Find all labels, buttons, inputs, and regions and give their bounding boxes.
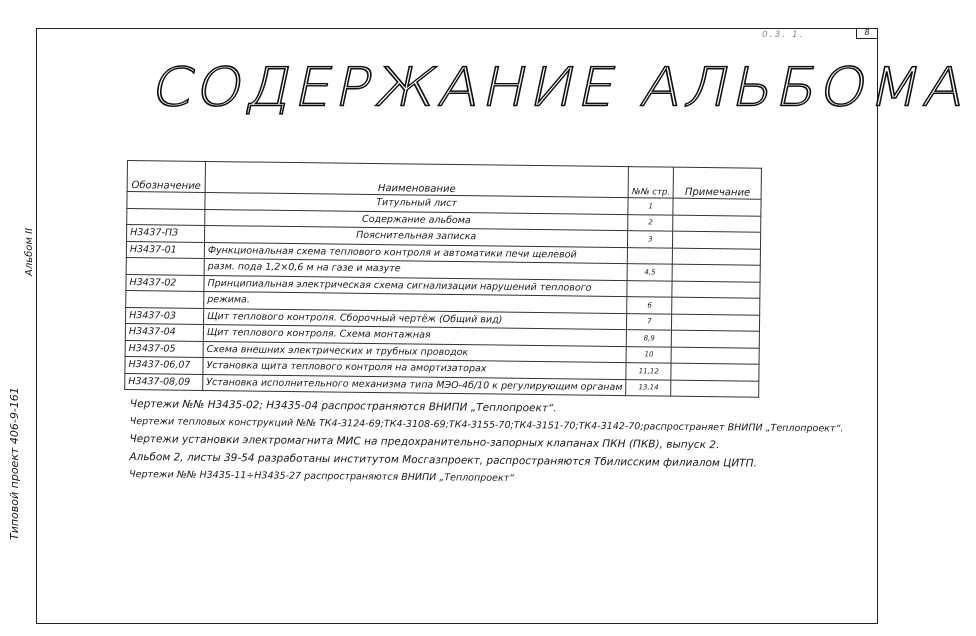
note-line: Альбом 2, листы 39-54 разработаны институтом Мосгазпроект, распространяются Тбилисским филиалом ЦИТП.	[129, 450, 757, 470]
sheet-mark: 0.3. 1.	[762, 30, 805, 40]
row-code	[127, 192, 205, 209]
row-page: 2	[628, 214, 673, 231]
notes-block	[129, 398, 844, 493]
side-project-label: Типовой проект 406-9-161	[8, 387, 21, 540]
side-album-label: Альбом II	[24, 227, 35, 276]
row-page: 6	[627, 297, 672, 314]
row-code: Н3437-06,07	[125, 356, 203, 373]
row-note	[671, 363, 759, 381]
header-name: Наименование	[205, 161, 629, 197]
row-code	[127, 208, 205, 225]
row-name: режима.	[204, 291, 627, 313]
row-name: Установка щита теплового контроля на амортизаторах	[203, 357, 626, 379]
row-note	[672, 330, 760, 348]
note-line: Чертежи №№ Н3435-02; Н3435-04 распространяются ВНИПИ „Теплопроект“.	[129, 398, 557, 415]
row-code	[126, 290, 204, 307]
row-page: 11,12	[626, 363, 671, 380]
sheet-number: 8	[856, 28, 877, 39]
contents-table	[124, 160, 762, 398]
row-page: 1	[628, 198, 673, 215]
page-title: СОДЕРЖАНИЕ АЛЬБОМА	[146, 56, 976, 119]
row-name: Принципиальная электрическая схема сигнализации нарушений теплового	[204, 275, 627, 297]
row-name: разм. пода 1,2×0,6 м на газе и мазуте	[204, 258, 627, 280]
row-note	[671, 380, 759, 398]
row-page: 7	[627, 313, 672, 330]
row-note	[673, 231, 761, 249]
row-name: Установка исполнительного механизма типа МЭО-4б/10 к регулирующим органам	[203, 374, 626, 396]
row-note	[673, 248, 761, 266]
row-page	[628, 247, 673, 264]
row-note	[673, 215, 761, 233]
row-name: Содержание альбома	[205, 209, 628, 231]
row-page: 4,5	[627, 264, 672, 281]
row-code: Н3437-04	[125, 323, 203, 340]
row-page	[627, 280, 672, 297]
row-name: Пояснительная записка	[205, 225, 628, 247]
row-code: Н3437-08,09	[125, 373, 203, 390]
row-page: 13,14	[626, 379, 671, 396]
row-code: Н3437-ПЗ	[127, 225, 205, 242]
row-code	[126, 257, 204, 274]
row-code: Н3437-03	[126, 307, 204, 324]
header-page: №№ стр.	[628, 167, 673, 199]
row-name: Схема внешних электрических и трубных проводок	[203, 341, 626, 363]
row-note	[672, 297, 760, 315]
row-note	[671, 347, 759, 365]
note-line: Чертежи тепловых конструкций №№ ТК4-3124-69;ТК4-3108-69;ТК4-3155-70;ТК4-3151-70;ТК4-3142-70;распространяет ВНИПИ „Теплопроект“.	[129, 415, 844, 435]
row-name: Щит теплового контроля. Сборочный чертёж (Общий вид)	[203, 308, 626, 330]
header-code: Обозначение	[127, 161, 205, 193]
row-page: 3	[628, 231, 673, 248]
row-note	[672, 281, 760, 299]
row-page: 8,9	[627, 330, 672, 347]
note-line: Чертежи установки электромагнита МИС на предохранительно-запорных клапанах ПКН (ПКВ), выпуск 2.	[129, 432, 720, 452]
row-note	[673, 198, 761, 216]
row-note	[672, 314, 760, 332]
row-note	[672, 264, 760, 282]
row-page: 10	[626, 346, 671, 363]
header-note: Примечание	[673, 167, 761, 199]
row-name: Титульный лист	[205, 192, 628, 214]
row-name: Функциональная схема теплового контроля и автоматики печи щелевой	[204, 242, 627, 264]
row-name: Щит теплового контроля. Схема монтажная	[203, 324, 626, 346]
row-code: Н3437-01	[126, 241, 204, 258]
row-code: Н3437-05	[125, 340, 203, 357]
row-code: Н3437-02	[126, 274, 204, 291]
note-line: Чертежи №№ Н3435-11÷Н3435-27 распространяются ВНИПИ „Теплопроект“	[129, 468, 515, 485]
